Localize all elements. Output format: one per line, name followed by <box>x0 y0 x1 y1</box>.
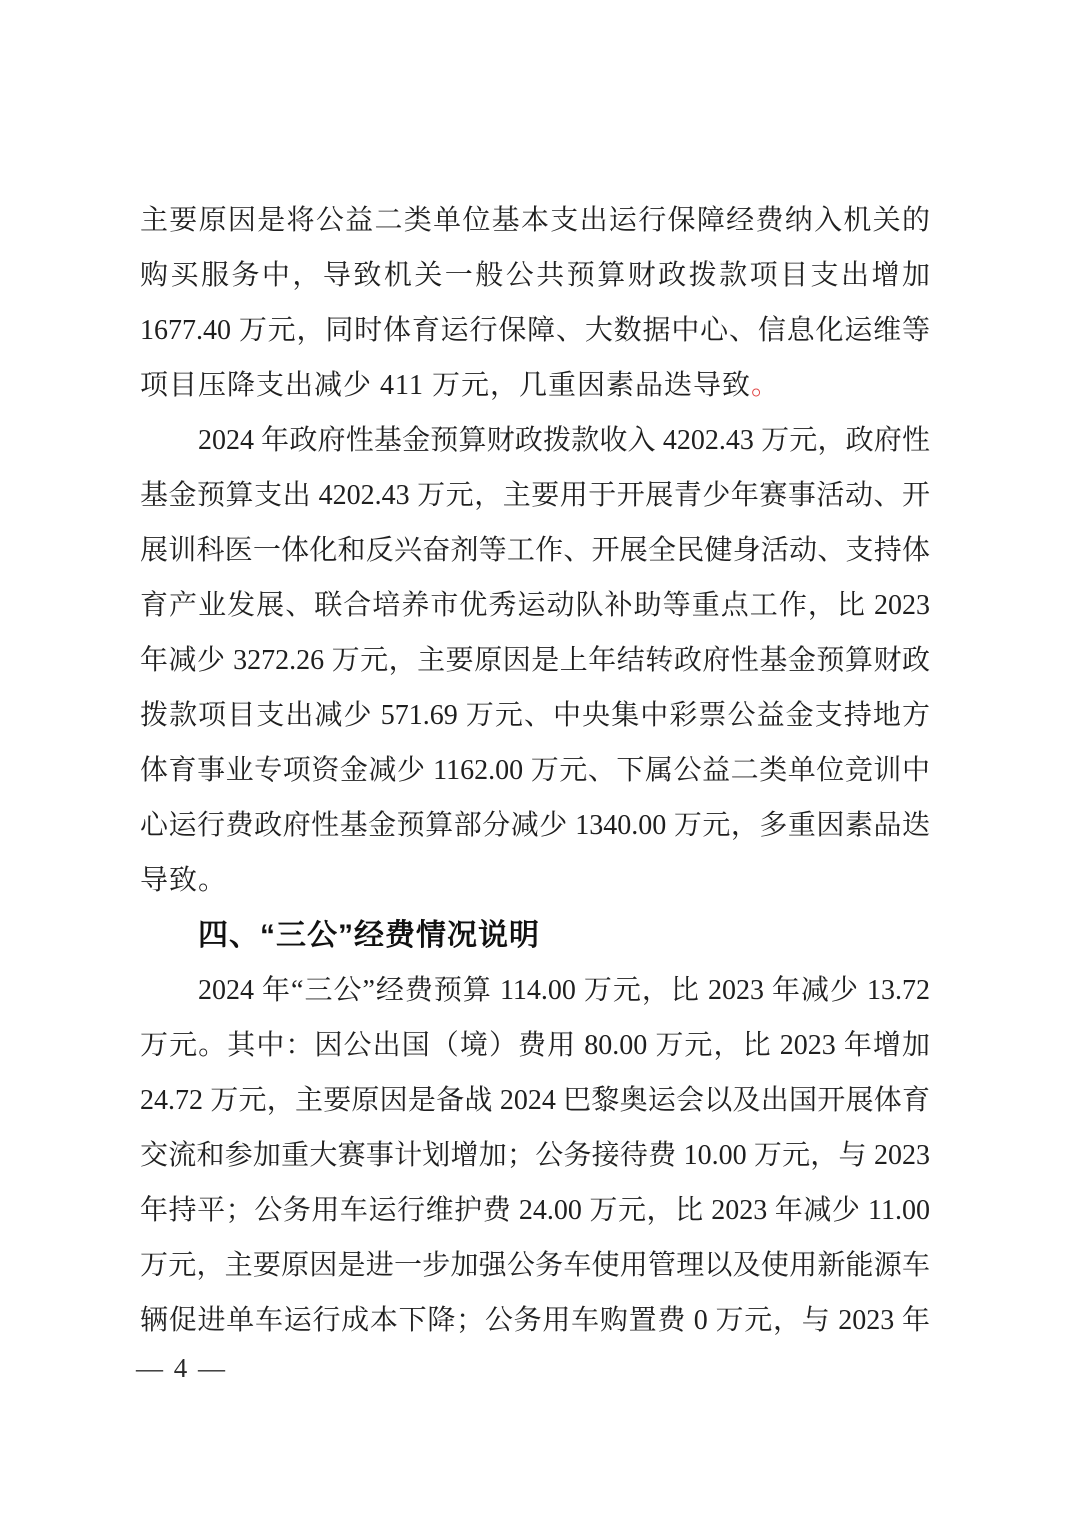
document-line <box>140 743 930 798</box>
line-text: 辆促进单车运行成本下降；公务用车购置费 0 万元，与 2023 年 <box>140 1305 930 1336</box>
document-line <box>140 908 930 963</box>
line-text: 心运行费政府性基金预算部分减少 1340.00 万元，多重因素品迭 <box>140 810 930 841</box>
document-line <box>140 523 930 578</box>
line-text: 1677.40 万元，同时体育运行保障、大数据中心、信息化运维等 <box>140 315 930 346</box>
document-line <box>140 1073 930 1128</box>
document-line <box>140 468 930 523</box>
document-line <box>140 303 930 358</box>
line-text: 四、“三公”经费情况说明 <box>198 919 540 952</box>
document-line <box>140 578 930 633</box>
document-line <box>140 688 930 743</box>
line-text: 购买服务中，导致机关一般公共预算财政拨款项目支出增加 <box>140 260 930 291</box>
document-line <box>140 248 930 303</box>
document-line <box>140 853 930 908</box>
line-text: 24.72 万元，主要原因是备战 2024 巴黎奥运会以及出国开展体育 <box>140 1085 930 1116</box>
line-text: 年持平；公务用车运行维护费 24.00 万元，比 2023 年减少 11.00 <box>140 1195 930 1226</box>
document-line <box>140 193 930 248</box>
document-line <box>140 798 930 853</box>
document-line <box>140 1183 930 1238</box>
line-text: 2024 年“三公”经费预算 114.00 万元，比 2023 年减少 13.72 <box>198 975 930 1006</box>
page-number: — 4 — <box>136 1353 227 1383</box>
document-line <box>140 1018 930 1073</box>
document-line <box>140 1238 930 1293</box>
red-period-mark: 。 <box>750 370 780 401</box>
line-text: 交流和参加重大赛事计划增加；公务接待费 10.00 万元，与 2023 <box>140 1140 930 1171</box>
document-line <box>140 1128 930 1183</box>
document-line <box>140 413 930 468</box>
line-text: 拨款项目支出减少 571.69 万元、中央集中彩票公益金支持地方 <box>140 700 930 731</box>
line-text: 项目压降支出减少 411 万元，几重因素品迭导致 <box>140 370 751 401</box>
line-text: 万元。其中：因公出国（境）费用 80.00 万元，比 2023 年增加 <box>140 1030 930 1061</box>
line-text: 育产业发展、联合培养市优秀运动队补助等重点工作，比 2023 <box>140 590 930 621</box>
document-text-block <box>140 193 930 1348</box>
document-line <box>140 358 930 413</box>
document-line <box>140 633 930 688</box>
line-text: 年减少 3272.26 万元，主要原因是上年结转政府性基金预算财政 <box>140 645 930 676</box>
line-text: 导致。 <box>140 865 228 896</box>
line-text: 展训科医一体化和反兴奋剂等工作、开展全民健身活动、支持体 <box>140 535 930 566</box>
document-line <box>140 1293 930 1348</box>
line-text: 主要原因是将公益二类单位基本支出运行保障经费纳入机关的 <box>140 205 930 236</box>
line-text: 基金预算支出 4202.43 万元，主要用于开展青少年赛事活动、开 <box>140 480 930 511</box>
line-text: 2024 年政府性基金预算财政拨款收入 4202.43 万元，政府性 <box>198 425 930 456</box>
line-text: 体育事业专项资金减少 1162.00 万元、下属公益二类单位竞训中 <box>140 755 930 786</box>
document-line <box>140 963 930 1018</box>
line-text: 万元，主要原因是进一步加强公务车使用管理以及使用新能源车 <box>140 1250 930 1281</box>
